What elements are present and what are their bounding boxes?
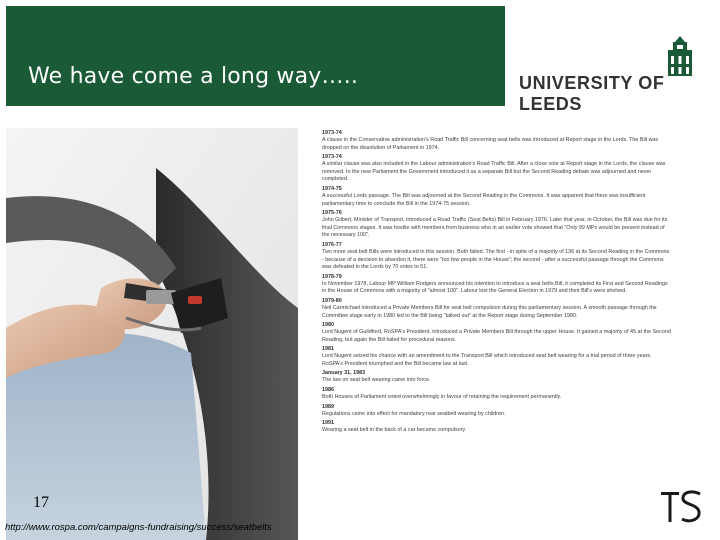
tower-crest-icon bbox=[663, 36, 697, 76]
entry-year: 1981 bbox=[322, 346, 334, 353]
entry-year: 1973-74 bbox=[322, 154, 342, 161]
timeline-entry bbox=[322, 387, 672, 402]
title-banner bbox=[6, 6, 714, 114]
entry-text: A successful Lords passage. The Bill was adjourned at the Second Reading in the Commons. It was apparent that there was insufficient parliamentary time to conclude the Bill in the 1974-75 session. bbox=[322, 192, 646, 207]
ts-logo-icon bbox=[658, 489, 704, 525]
timeline-entry bbox=[322, 322, 672, 344]
timeline-entry bbox=[322, 274, 672, 296]
entry-year: 1974-75 bbox=[322, 185, 342, 192]
entry-year: 1976-77 bbox=[322, 241, 342, 248]
university-name: UNIVERSITY OF LEEDS bbox=[519, 73, 665, 114]
entry-text: A similar clause was also included in the Labour administration's Road Traffic Bill. After a close vote at Report stage in the Lords, the clause was removed. In the new Parliament the Government introduced it as a separate Bill but the Second Reading debate was adjourned and never completed. bbox=[322, 161, 666, 183]
timeline-entry bbox=[322, 298, 672, 320]
entry-year: January 31, 1983 bbox=[322, 370, 366, 377]
entry-year: 1991 bbox=[322, 420, 334, 427]
entry-text: In November 1978, Labour MP William Rodgers announced his intention to introduce a seat belts Bill, it completed its First and Second Readings in the House of Commons with a majority of "almost 100". Labour lost the General Election in 1979 and their Bill's were shelved. bbox=[322, 280, 668, 295]
entry-year: 1979-80 bbox=[322, 297, 342, 304]
university-logo bbox=[505, 6, 714, 114]
timeline-entry bbox=[322, 404, 672, 419]
seatbelt-timeline bbox=[322, 130, 672, 540]
entry-year: 1989 bbox=[322, 403, 334, 410]
timeline-entry bbox=[322, 420, 672, 435]
source-link[interactable]: http://www.rospa.com/campaigns-fundraising/success/seatbelts bbox=[5, 522, 272, 533]
entry-year: 1973-74 bbox=[322, 130, 342, 136]
entry-text: Regulations came into effect for mandatory rear seatbelt wearing by children. bbox=[322, 410, 506, 417]
timeline-entry bbox=[322, 210, 672, 240]
seatbelt-photo bbox=[6, 128, 298, 540]
entry-text: Lord Nugent seized his chance with an amendment to the Transport Bill which introduced seat belt wearing for a trial period of three years. RoSPA's President triumphed and the Bill became law at last. bbox=[322, 353, 652, 367]
timeline-entry bbox=[322, 370, 672, 385]
entry-text: Wearing a seat belt in the back of a car became compulsory. bbox=[322, 427, 467, 434]
entry-year: 1975-76 bbox=[322, 210, 342, 217]
entry-text: Neil Carmichael introduced a Private Members Bill for seat belt compulsion during this parliamentary session. A smooth passage through the Committee stage early in 1980 led to the Bill being "talked out" at the Report stage during September 1980. bbox=[322, 304, 657, 319]
timeline-entry bbox=[322, 186, 672, 208]
entry-year: 1980 bbox=[322, 322, 334, 329]
entry-text: Two more seat belt Bills were introduced in this session. Both failed. The first - in spite of a majority of 136 at its Second Reading in the Commons - because of a decision to abandon it, there were "too few people in the House"; the second - after a successful passage through the Commons was defeated in the Lords by 70 votes to 51. bbox=[322, 248, 670, 271]
entry-text: John Gilbert, Minister of Transport, introduced a Road Traffic (Seat Belts) Bill in February 1976. Later that year, in October, the Bill was due for its final Commons stages. It was hostile with members from business who in an earlier vote showed that "Only 99 MPs would be present instead of the necessary 100". bbox=[322, 217, 668, 239]
entry-text: Lord Nugent of Guildford, RoSPA's President, introduced a Private Members Bill through the upper House. It gained a majority of 45 at the Second Reading, but again the Bill failed for procedural reasons. bbox=[322, 329, 671, 343]
entry-year: 1986 bbox=[322, 387, 334, 394]
timeline-entry bbox=[322, 154, 672, 184]
page-number: 17 bbox=[33, 494, 49, 511]
timeline-entry bbox=[322, 346, 672, 368]
entry-text: The law on seat belt wearing came into force. bbox=[322, 377, 431, 384]
timeline-entry bbox=[322, 130, 672, 152]
timeline-entry bbox=[322, 242, 672, 272]
slide-title: We have come a long way….. bbox=[28, 64, 359, 89]
entry-text: A clause in the Conservative administration's Road Traffic Bill concerning seat belts was introduced at Report stage in the Lords. The Bill was dropped on the dissolution of Parliament in 1974. bbox=[322, 137, 659, 151]
entry-year: 1978-79 bbox=[322, 273, 342, 280]
entry-text: Both Houses of Parliament voted overwhelmingly in favour of retaining the requirement permanently. bbox=[322, 394, 562, 401]
